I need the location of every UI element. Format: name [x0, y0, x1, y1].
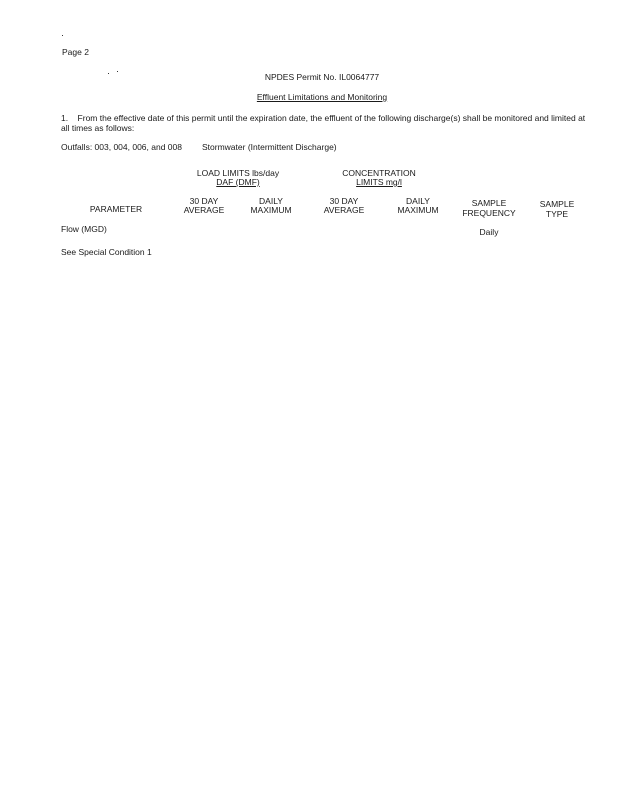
paragraph-number: 1.: [61, 113, 69, 123]
col-conc-max-line1: DAILY: [406, 196, 430, 206]
col-load-avg-line2: AVERAGE: [183, 205, 225, 215]
col-frequency-line1: SAMPLE: [471, 198, 507, 208]
scan-speck: [117, 71, 118, 72]
outfall-description: Stormwater (Intermittent Discharge): [202, 142, 337, 152]
section-title: Effluent Limitations and Monitoring: [256, 92, 388, 102]
col-type-line1: SAMPLE: [539, 199, 575, 209]
col-frequency-line2: FREQUENCY: [462, 208, 516, 218]
col-conc-avg-line2: AVERAGE: [323, 205, 365, 215]
load-limits-subheader: DAF (DMF): [216, 177, 260, 187]
concentration-header: CONCENTRATION: [342, 168, 416, 178]
load-limits-header: LOAD LIMITS lbs/day: [196, 168, 280, 178]
scan-speck: [62, 35, 63, 36]
col-type-line2: TYPE: [545, 209, 569, 219]
paragraph-1: [61, 113, 586, 133]
table-row-parameter: Flow (MGD): [61, 224, 107, 234]
table-row-frequency: Daily: [479, 227, 499, 237]
col-load-avg-line1: 30 DAY: [189, 196, 219, 206]
concentration-subheader: LIMITS mg/l: [356, 177, 402, 187]
col-conc-max-line2: MAXIMUM: [397, 205, 439, 215]
permit-number: NPDES Permit No. IL0064777: [264, 72, 380, 82]
footnote: See Special Condition 1: [61, 247, 152, 257]
scan-speck: [108, 73, 109, 74]
paragraph-text: From the effective date of this permit until the expiration date, the effluent of the following discharge(s) shall be monitored and limited at all times as follows:: [61, 113, 586, 133]
col-load-max-line1: DAILY: [259, 196, 283, 206]
col-parameter: PARAMETER: [89, 204, 143, 214]
outfall-list: Outfalls: 003, 004, 006, and 008: [61, 142, 182, 152]
col-conc-avg-line1: 30 DAY: [329, 196, 359, 206]
col-load-max-line2: MAXIMUM: [250, 205, 292, 215]
page-label: Page 2: [62, 47, 89, 57]
